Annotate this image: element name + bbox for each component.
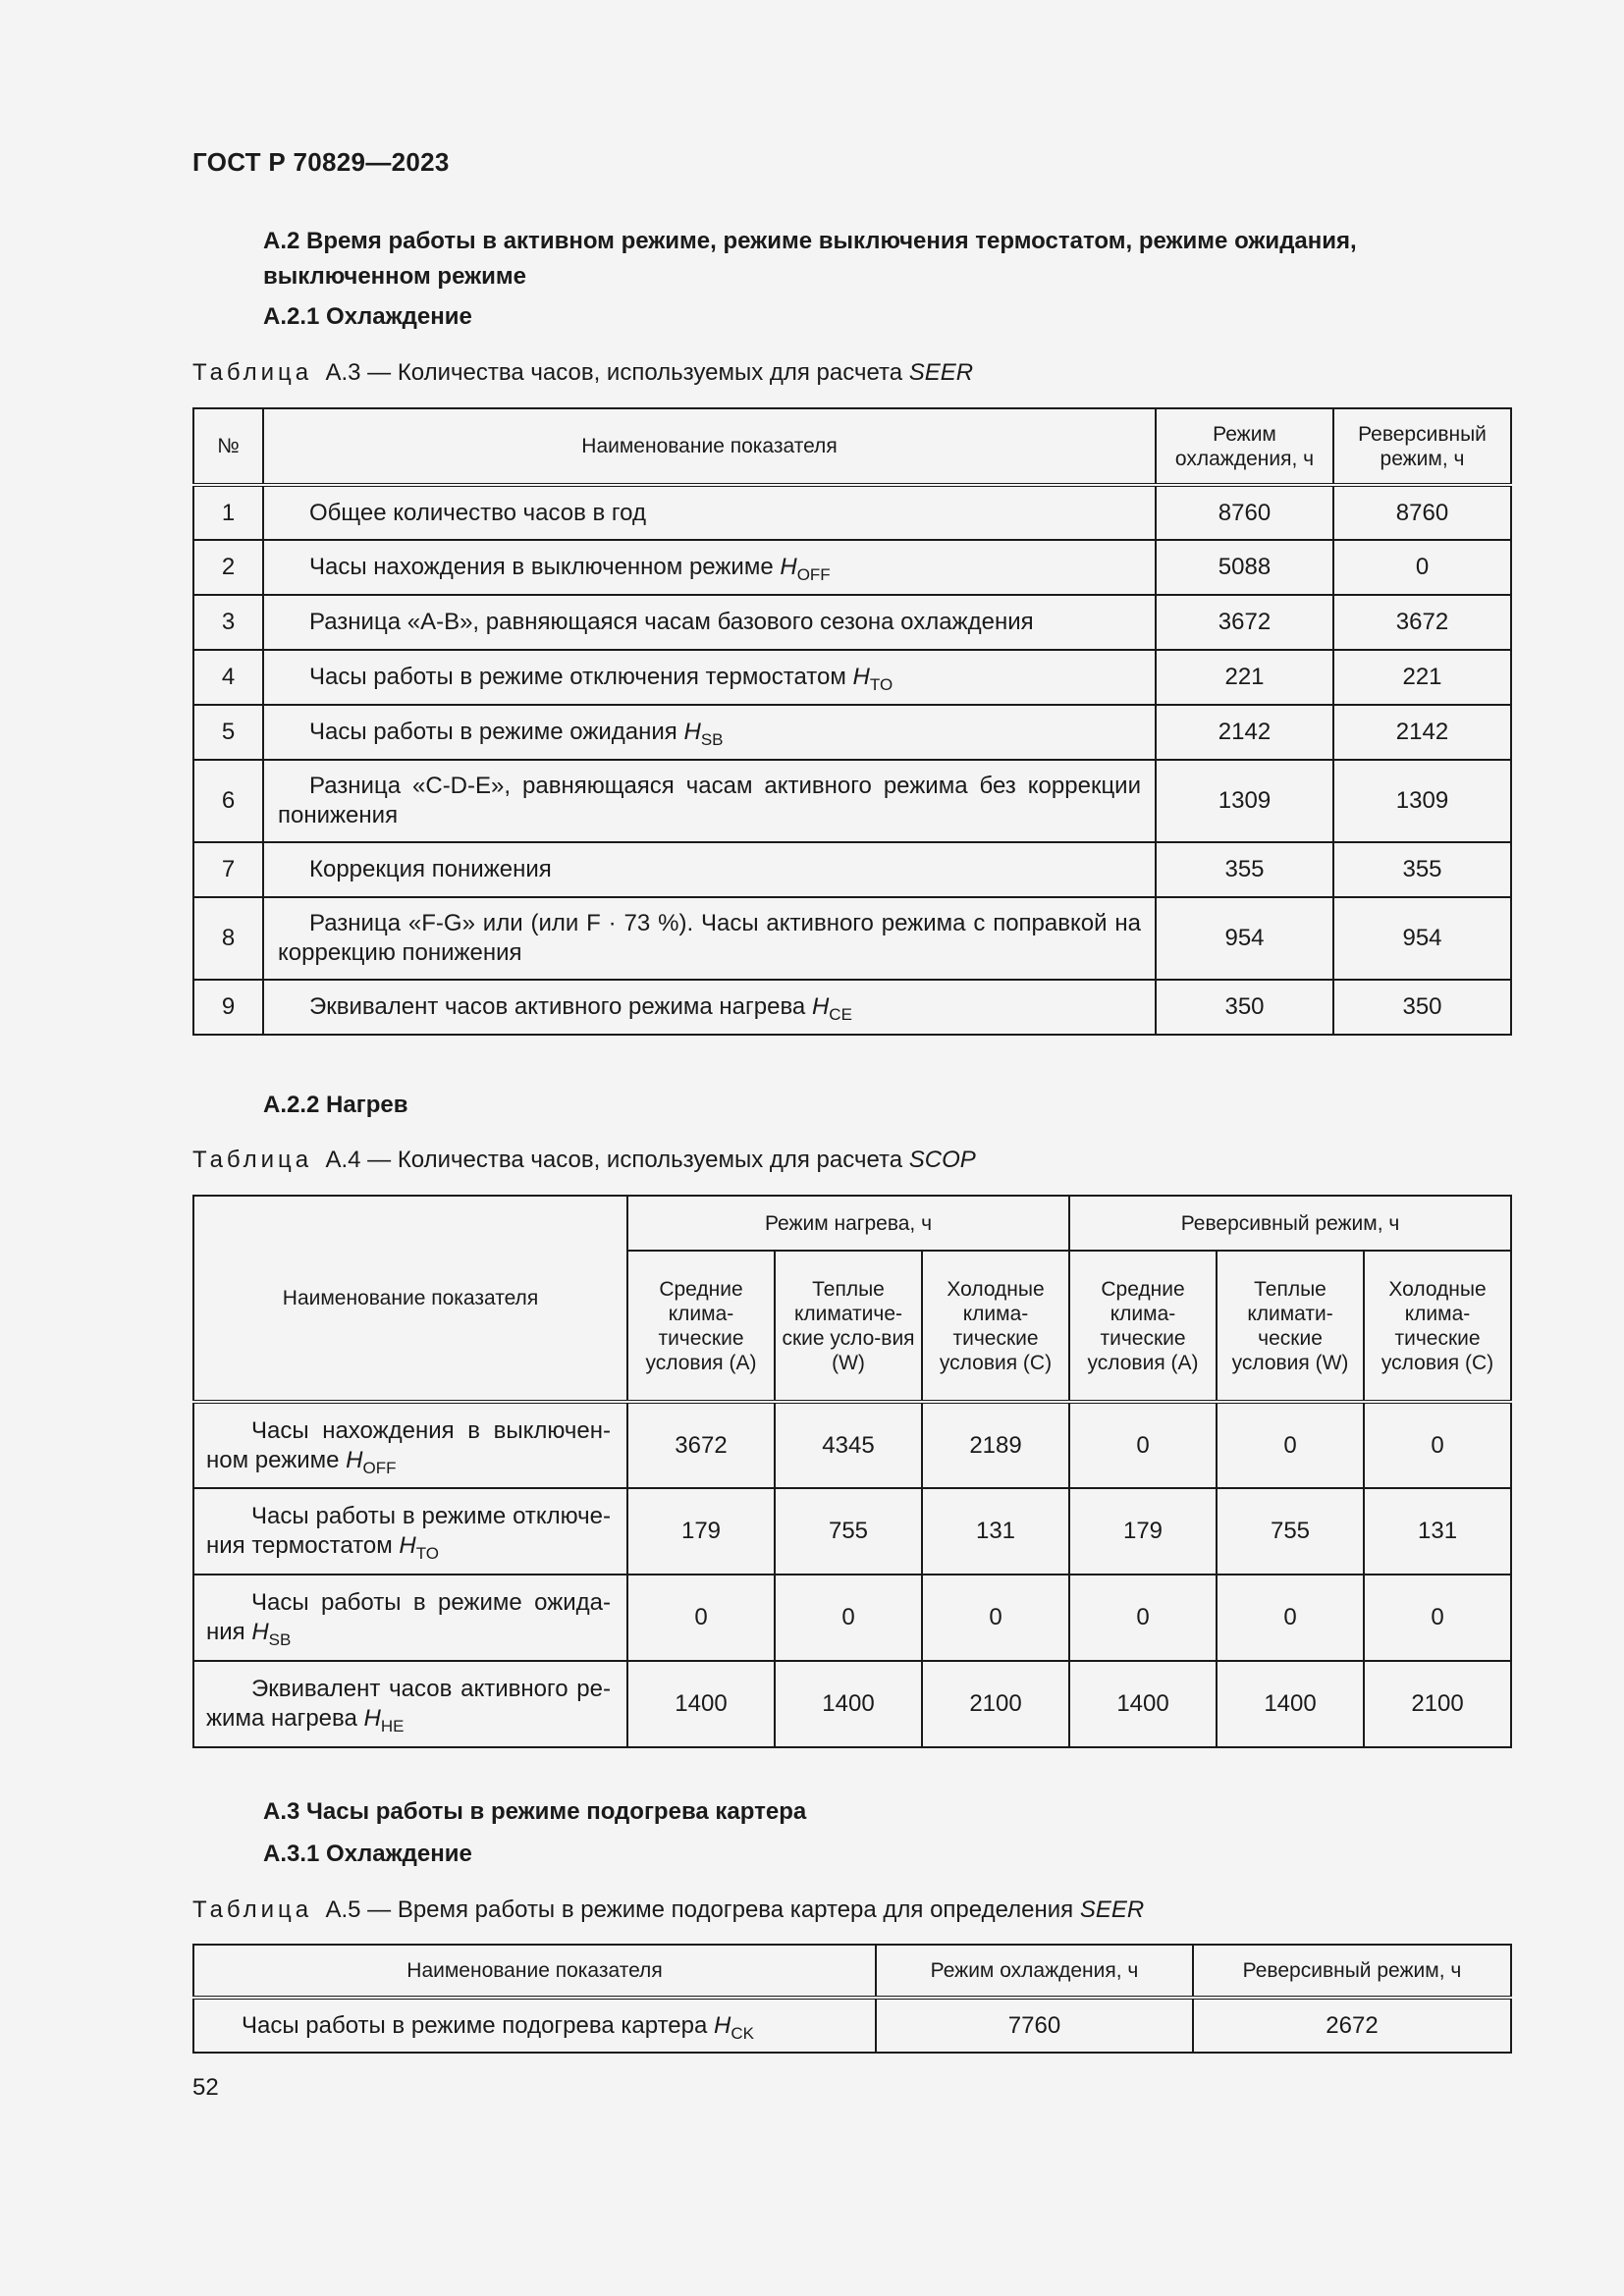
hours-value-cell: 1400 [627, 1661, 775, 1747]
row-name-cell [263, 980, 1156, 1035]
row-number: 5 [193, 705, 263, 760]
hours-value-cell: 179 [627, 1488, 775, 1575]
row-name-text: Общее количество часов в год [309, 499, 646, 526]
row-name-variable: H [852, 664, 870, 690]
table-a5-body [193, 1998, 1511, 2053]
row-name-variable: H [346, 1446, 363, 1473]
table-row [193, 980, 1511, 1035]
rev-hours-cell: 2142 [1333, 705, 1511, 760]
row-name-subscript: CE [829, 1005, 852, 1024]
row-name [309, 856, 552, 882]
row-name [206, 1589, 611, 1649]
table-a4-caption-var: SCOP [908, 1147, 976, 1173]
table-row [193, 705, 1511, 760]
row-name-subscript: CK [731, 2023, 754, 2043]
row-name-text: Коррекция понижения [309, 856, 552, 882]
table-row [193, 1488, 1511, 1575]
row-name-variable: H [363, 1705, 381, 1732]
row-name-subscript: TO [869, 675, 893, 694]
hours-value-cell: 179 [1069, 1488, 1217, 1575]
row-name-variable: H [399, 1532, 416, 1559]
row-name-cell [193, 1575, 627, 1661]
row-name-cell [193, 1998, 876, 2053]
hours-value-cell: 3672 [627, 1402, 775, 1488]
row-name-cell [263, 485, 1156, 540]
rev-hours-cell: 954 [1333, 897, 1511, 980]
row-name [309, 719, 724, 749]
row-name-cell [263, 842, 1156, 897]
table-a4-header-row-1 [193, 1196, 1511, 1251]
table-row [193, 650, 1511, 705]
cool-hours-cell: 2142 [1156, 705, 1333, 760]
row-name-text: Эквивалент часов активного режима нагрева [309, 993, 812, 1020]
rev-hours-cell: 3672 [1333, 595, 1511, 650]
row-name [309, 554, 831, 584]
row-number: 7 [193, 842, 263, 897]
table-row [193, 760, 1511, 842]
row-name-text: Разница «A-B», равняющаяся часам базового сезона охлаждения [309, 609, 1034, 635]
row-name [206, 1676, 611, 1735]
section-a2-heading [263, 224, 1357, 294]
table-row [193, 485, 1511, 540]
row-name-subscript: SB [268, 1630, 292, 1649]
table-a5-header-cool: Режим охлаждения, ч [876, 1945, 1193, 1998]
row-number: 1 [193, 485, 263, 540]
table-a4 [192, 1195, 1512, 1748]
table-a4-header-heat-col: Холодные клима-тические условия (C) [922, 1251, 1069, 1402]
row-name-cell [263, 595, 1156, 650]
cool-hours-cell: 221 [1156, 650, 1333, 705]
row-name-text: Эквивалент часов активного ре-жима нагрева [206, 1676, 611, 1732]
row-name [242, 2011, 754, 2043]
hours-value-cell: 0 [1217, 1402, 1364, 1488]
row-number: 8 [193, 897, 263, 980]
rev-hours-cell: 1309 [1333, 760, 1511, 842]
row-name-variable: H [780, 554, 797, 580]
cool-hours-cell: 954 [1156, 897, 1333, 980]
row-name-subscript: SB [700, 730, 724, 749]
row-name-cell [193, 1488, 627, 1575]
cool-hours-cell: 350 [1156, 980, 1333, 1035]
table-a4-caption [192, 1147, 976, 1174]
hours-value-cell: 0 [775, 1575, 922, 1661]
section-a31-heading: А.3.1 Охлаждение [263, 1841, 472, 1867]
table-row [193, 1998, 1511, 2053]
table-a3-caption [192, 359, 973, 387]
rev-hours-cell: 350 [1333, 980, 1511, 1035]
table-a3-caption-text: А.3 — Количества часов, используемых для расчета [325, 359, 909, 386]
hours-value-cell: 131 [1364, 1488, 1511, 1575]
row-name-text: Часы работы в режиме отключения термостатом [309, 664, 853, 690]
rev-hours-cell: 2672 [1193, 1998, 1511, 2053]
row-name-cell [263, 540, 1156, 595]
row-name-subscript: OFF [362, 1458, 397, 1477]
row-name-variable: H [683, 719, 701, 745]
row-name-cell [263, 705, 1156, 760]
table-a5 [192, 1944, 1512, 2054]
hours-value-cell: 0 [1069, 1402, 1217, 1488]
rev-hours-cell: 8760 [1333, 485, 1511, 540]
table-a5-header-rev: Реверсивный режим, ч [1193, 1945, 1511, 1998]
row-name-subscript: OFF [796, 565, 831, 584]
row-name [206, 1416, 611, 1477]
table-a3-header-name: Наименование показателя [263, 408, 1156, 485]
hours-value-cell: 2100 [922, 1661, 1069, 1747]
table-a3-body [193, 485, 1511, 1035]
table-a4-header-rev-col: Теплые климати-ческие условия (W) [1217, 1251, 1364, 1402]
table-a3-header-cool: Режим охлаждения, ч [1156, 408, 1333, 485]
table-a3-caption-prefix: Таблица [192, 359, 313, 386]
hours-value-cell: 0 [922, 1575, 1069, 1661]
row-name [278, 910, 1141, 966]
cool-hours-cell: 7760 [876, 1998, 1193, 2053]
row-name [309, 664, 893, 694]
row-name [309, 500, 646, 526]
row-name-cell [263, 760, 1156, 842]
table-a3-header-num: № [193, 408, 263, 485]
section-a2-heading-line2: выключенном режиме [263, 263, 526, 290]
row-name [309, 609, 1034, 635]
page-number: 52 [192, 2074, 219, 2101]
hours-value-cell: 2100 [1364, 1661, 1511, 1747]
table-a3-caption-var: SEER [908, 359, 974, 386]
hours-value-cell: 755 [775, 1488, 922, 1575]
table-row [193, 540, 1511, 595]
document-title: ГОСТ Р 70829—2023 [192, 147, 450, 177]
table-a4-header-name: Наименование показателя [193, 1196, 627, 1402]
table-a3-header-rev: Реверсивный режим, ч [1333, 408, 1511, 485]
hours-value-cell: 0 [627, 1575, 775, 1661]
row-name [309, 993, 852, 1024]
table-row [193, 1402, 1511, 1488]
section-a3-heading: А.3 Часы работы в режиме подогрева картера [263, 1798, 807, 1825]
cool-hours-cell: 5088 [1156, 540, 1333, 595]
row-name-text: Часы нахождения в выключен-ном режиме [206, 1416, 611, 1473]
row-name-variable: H [714, 2011, 731, 2039]
row-name-text: Разница «C-D-E», равняющаяся часам активного режима без коррекции понижения [278, 773, 1141, 828]
cool-hours-cell: 1309 [1156, 760, 1333, 842]
table-a5-caption-var: SEER [1079, 1896, 1145, 1923]
table-a5-caption [192, 1896, 1144, 1924]
table-a4-header-heat-col: Средние клима-тические условия (A) [627, 1251, 775, 1402]
table-row [193, 842, 1511, 897]
table-a4-header-heat-col: Теплые климатиче-ские усло-вия (W) [775, 1251, 922, 1402]
row-name-text: Часы нахождения в выключенном режиме [309, 554, 781, 580]
hours-value-cell: 2189 [922, 1402, 1069, 1488]
hours-value-cell: 0 [1217, 1575, 1364, 1661]
cool-hours-cell: 8760 [1156, 485, 1333, 540]
row-name [206, 1503, 611, 1563]
table-a4-header-rev-col: Средние клима-тические условия (A) [1069, 1251, 1217, 1402]
row-name-variable: H [811, 993, 830, 1020]
row-number: 4 [193, 650, 263, 705]
hours-value-cell: 1400 [775, 1661, 922, 1747]
hours-value-cell: 0 [1364, 1575, 1511, 1661]
hours-value-cell: 131 [922, 1488, 1069, 1575]
rev-hours-cell: 221 [1333, 650, 1511, 705]
cool-hours-cell: 355 [1156, 842, 1333, 897]
row-name-text: Часы работы в режиме ожида-ния [206, 1589, 611, 1645]
hours-value-cell: 0 [1069, 1575, 1217, 1661]
table-a5-header-row [193, 1945, 1511, 1998]
hours-value-cell: 755 [1217, 1488, 1364, 1575]
table-a5-header-name: Наименование показателя [193, 1945, 876, 1998]
section-a21-heading: А.2.1 Охлаждение [263, 303, 472, 330]
table-a4-header-rev-col: Холодные клима-тические условия (C) [1364, 1251, 1511, 1402]
table-a4-header-rev-group: Реверсивный режим, ч [1069, 1196, 1511, 1251]
table-a4-caption-text: А.4 — Количества часов, используемых для расчета [325, 1147, 909, 1173]
table-a5-caption-text: А.5 — Время работы в режиме подогрева картера для определения [325, 1896, 1080, 1923]
row-name-cell [263, 897, 1156, 980]
row-name-cell [263, 650, 1156, 705]
hours-value-cell: 0 [1364, 1402, 1511, 1488]
cool-hours-cell: 3672 [1156, 595, 1333, 650]
row-name-subscript: TO [415, 1544, 440, 1563]
row-name-text: Разница «F-G» или (или F · 73 %). Часы активного режима с поправкой на коррекцию понижения [278, 910, 1141, 966]
row-name-text: Часы работы в режиме подогрева картера [242, 2011, 714, 2039]
row-name-text: Часы работы в режиме ожидания [309, 719, 684, 745]
rev-hours-cell: 355 [1333, 842, 1511, 897]
table-row [193, 897, 1511, 980]
table-a4-caption-prefix: Таблица [192, 1147, 313, 1173]
table-a3-header-row [193, 408, 1511, 485]
hours-value-cell: 4345 [775, 1402, 922, 1488]
rev-hours-cell: 0 [1333, 540, 1511, 595]
row-name-text: Часы работы в режиме отключе-ния термостатом [206, 1503, 611, 1559]
row-name-variable: H [251, 1619, 269, 1645]
section-a2-heading-line1: А.2 Время работы в активном режиме, режиме выключения термостатом, режиме ожидания, [263, 228, 1357, 254]
section-a22-heading: А.2.2 Нагрев [263, 1092, 408, 1118]
row-number: 2 [193, 540, 263, 595]
table-row [193, 595, 1511, 650]
row-name-cell [193, 1402, 627, 1488]
hours-value-cell: 1400 [1069, 1661, 1217, 1747]
row-number: 6 [193, 760, 263, 842]
table-a4-body [193, 1402, 1511, 1747]
hours-value-cell: 1400 [1217, 1661, 1364, 1747]
table-a4-header-heat-group: Режим нагрева, ч [627, 1196, 1069, 1251]
row-number: 3 [193, 595, 263, 650]
row-name [278, 773, 1141, 828]
table-a3 [192, 407, 1512, 1036]
table-row [193, 1575, 1511, 1661]
row-name-subscript: HE [380, 1717, 405, 1735]
row-name-cell [193, 1661, 627, 1747]
table-a5-caption-prefix: Таблица [192, 1896, 313, 1923]
row-number: 9 [193, 980, 263, 1035]
table-row [193, 1661, 1511, 1747]
